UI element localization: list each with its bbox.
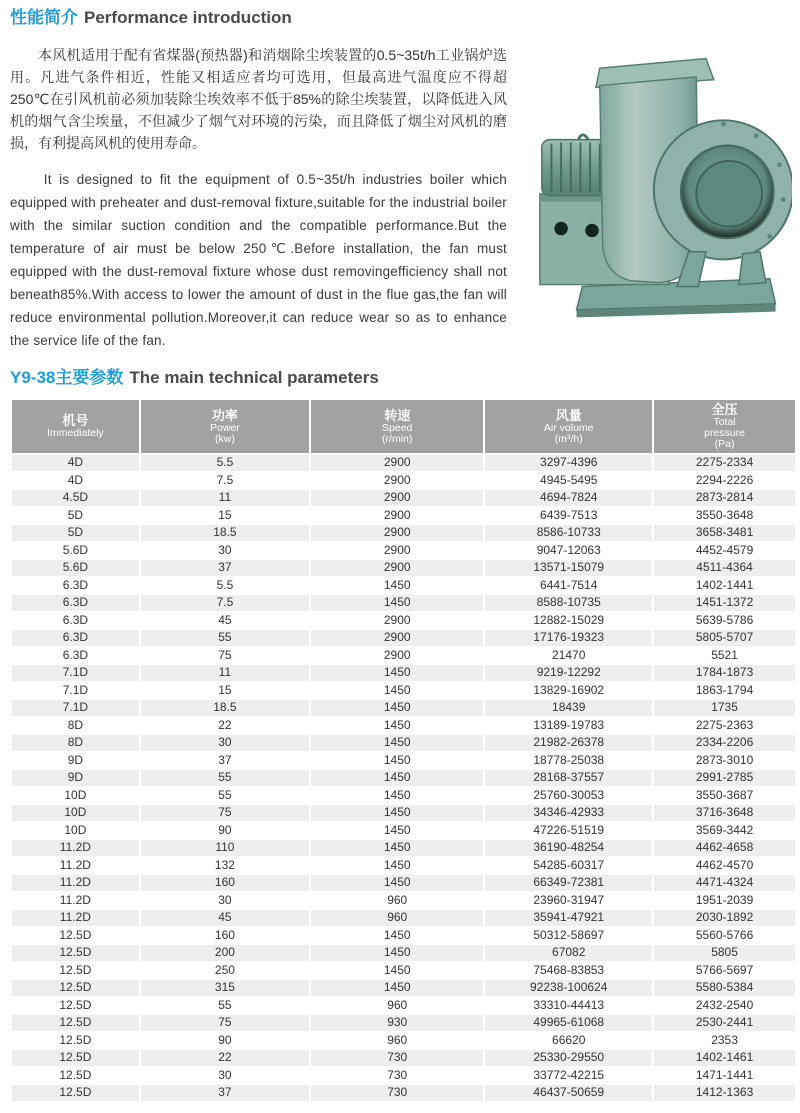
- table-cell: 5805-5707: [653, 629, 796, 647]
- table-cell: 4511-4364: [653, 559, 796, 577]
- table-cell: 30: [140, 542, 310, 560]
- table-row: [11, 524, 796, 542]
- column-header-cn: 转速: [384, 407, 411, 423]
- table-cell: 21470: [484, 647, 653, 665]
- table-cell: 13829-16902: [484, 682, 653, 700]
- table-cell: 4D: [11, 472, 140, 490]
- table-cell: 55: [140, 787, 310, 805]
- table-cell: 66349-72381: [484, 874, 653, 892]
- table-cell: 1450: [310, 804, 484, 822]
- column-header-2: [310, 399, 484, 454]
- table-cell: 75: [140, 804, 310, 822]
- pedestal-hole: [554, 222, 568, 236]
- table-cell: 4462-4658: [653, 839, 796, 857]
- table-cell: 2900: [310, 454, 484, 472]
- table-cell: 3550-3687: [653, 787, 796, 805]
- table-cell: 1450: [310, 752, 484, 770]
- column-header-en-line: Total: [713, 416, 736, 428]
- table-row: [11, 699, 796, 717]
- table-row: [11, 1067, 796, 1085]
- column-header-en-line: Immediately: [47, 427, 104, 439]
- table-cell: 15: [140, 507, 310, 525]
- table-cell: 960: [310, 1032, 484, 1050]
- table-row: [11, 507, 796, 525]
- column-header-0: [11, 399, 140, 454]
- table-cell: 37: [140, 1084, 310, 1102]
- table-cell: 90: [140, 822, 310, 840]
- inlet-opening: [696, 161, 762, 227]
- table-cell: 66620: [484, 1032, 653, 1050]
- table-cell: 1450: [310, 734, 484, 752]
- table-cell: 13571-15079: [484, 559, 653, 577]
- table-row: [11, 629, 796, 647]
- table-row: [11, 787, 796, 805]
- table-cell: 10D: [11, 822, 140, 840]
- table-row: [11, 489, 796, 507]
- table-cell: 4452-4579: [653, 542, 796, 560]
- table-cell: 12.5D: [11, 1014, 140, 1032]
- table-cell: 6439-7513: [484, 507, 653, 525]
- column-header-en-line: Air volume: [543, 421, 594, 434]
- table-cell: 9047-12063: [484, 542, 653, 560]
- table-cell: 6.3D: [11, 612, 140, 630]
- table-row: [11, 717, 796, 735]
- column-header-3: [484, 399, 653, 454]
- table-row: [11, 647, 796, 665]
- table-cell: 35941-47921: [484, 909, 653, 927]
- table-cell: 45: [140, 612, 310, 630]
- table-cell: 730: [310, 1084, 484, 1102]
- table-cell: 1863-1794: [653, 682, 796, 700]
- table-cell: 12.5D: [11, 1032, 140, 1050]
- column-header-en-line: Power: [210, 421, 240, 434]
- table-cell: 7.1D: [11, 699, 140, 717]
- table-cell: 1450: [310, 979, 484, 997]
- table-row: [11, 612, 796, 630]
- parameters-title-cn: Y9-38主要参数: [10, 368, 124, 387]
- table-cell: 1450: [310, 839, 484, 857]
- table-row: [11, 1014, 796, 1032]
- table-cell: 12.5D: [11, 944, 140, 962]
- table-cell: 75: [140, 1014, 310, 1032]
- table-cell: 22: [140, 717, 310, 735]
- table-cell: 7.5: [140, 594, 310, 612]
- performance-title-cn: 性能简介: [10, 8, 78, 27]
- column-header-en-line: pressure: [704, 427, 745, 439]
- table-cell: 1450: [310, 822, 484, 840]
- table-cell: 7.1D: [11, 664, 140, 682]
- table-cell: 18778-25038: [484, 752, 653, 770]
- performance-section-heading: [10, 8, 790, 28]
- table-cell: 2900: [310, 559, 484, 577]
- table-cell: 2275-2334: [653, 454, 796, 472]
- table-cell: 37: [140, 559, 310, 577]
- table-cell: 2900: [310, 612, 484, 630]
- table-cell: 33772-42215: [484, 1067, 653, 1085]
- column-header-4: [653, 399, 796, 454]
- table-cell: 18.5: [140, 699, 310, 717]
- table-cell: 250: [140, 962, 310, 980]
- table-row: [11, 769, 796, 787]
- table-cell: 33310-44413: [484, 997, 653, 1015]
- table-cell: 92238-100624: [484, 979, 653, 997]
- table-cell: 2873-2814: [653, 489, 796, 507]
- table-cell: 1784-1873: [653, 664, 796, 682]
- table-cell: 2900: [310, 489, 484, 507]
- table-cell: 4D: [11, 454, 140, 472]
- table-row: [11, 472, 796, 490]
- table-cell: 9D: [11, 769, 140, 787]
- table-cell: 5766-5697: [653, 962, 796, 980]
- table-cell: 3716-3648: [653, 804, 796, 822]
- column-header-1: [140, 399, 310, 454]
- column-header-cn: 功率: [211, 407, 238, 423]
- intro-media-column: [507, 38, 792, 328]
- table-cell: 3658-3481: [653, 524, 796, 542]
- table-cell: 960: [310, 997, 484, 1015]
- column-header-cn: 风量: [555, 407, 582, 423]
- table-cell: 23960-31947: [484, 892, 653, 910]
- table-cell: 5580-5384: [653, 979, 796, 997]
- table-cell: 960: [310, 909, 484, 927]
- table-cell: 5D: [11, 507, 140, 525]
- table-row: [11, 822, 796, 840]
- table-cell: 11.2D: [11, 892, 140, 910]
- table-cell: 5D: [11, 524, 140, 542]
- table-cell: 315: [140, 979, 310, 997]
- table-cell: 8D: [11, 734, 140, 752]
- table-cell: 1402-1441: [653, 577, 796, 595]
- pedestal-hole: [585, 224, 599, 238]
- table-cell: 12.5D: [11, 1084, 140, 1102]
- table-cell: 2294-2226: [653, 472, 796, 490]
- table-row: [11, 892, 796, 910]
- table-cell: 12.5D: [11, 962, 140, 980]
- table-cell: 1450: [310, 577, 484, 595]
- table-cell: 1951-2039: [653, 892, 796, 910]
- table-row: [11, 979, 796, 997]
- motor-lifting-eye: [578, 135, 588, 140]
- table-cell: 8586-10733: [484, 524, 653, 542]
- table-cell: 21982-26378: [484, 734, 653, 752]
- table-cell: 22: [140, 1049, 310, 1067]
- table-cell: 15: [140, 682, 310, 700]
- table-cell: 25330-29550: [484, 1049, 653, 1067]
- table-cell: 2432-2540: [653, 997, 796, 1015]
- table-cell: 5521: [653, 647, 796, 665]
- table-row: [11, 1032, 796, 1050]
- table-row: [11, 927, 796, 945]
- table-cell: 2334-2206: [653, 734, 796, 752]
- table-cell: 2900: [310, 542, 484, 560]
- table-cell: 5639-5786: [653, 612, 796, 630]
- table-cell: 30: [140, 734, 310, 752]
- table-cell: 2900: [310, 472, 484, 490]
- table-row: [11, 997, 796, 1015]
- table-row: [11, 454, 796, 472]
- column-header-en-line: (Pa): [714, 438, 735, 450]
- table-cell: 12882-15029: [484, 612, 653, 630]
- table-cell: 1450: [310, 769, 484, 787]
- parameters-title-en: The main technical parameters: [129, 368, 379, 387]
- table-cell: 1402-1461: [653, 1049, 796, 1067]
- table-cell: 17176-19323: [484, 629, 653, 647]
- table-row: [11, 682, 796, 700]
- table-cell: 6441-7514: [484, 577, 653, 595]
- table-cell: 49965-61068: [484, 1014, 653, 1032]
- table-cell: 4694-7824: [484, 489, 653, 507]
- table-row: [11, 577, 796, 595]
- performance-title-en: Performance introduction: [84, 8, 292, 27]
- table-cell: 1450: [310, 717, 484, 735]
- table-cell: 50312-58697: [484, 927, 653, 945]
- table-row: [11, 804, 796, 822]
- table-cell: 75: [140, 647, 310, 665]
- table-cell: 3550-3648: [653, 507, 796, 525]
- table-cell: 12.5D: [11, 1049, 140, 1067]
- table-cell: 1471-1441: [653, 1067, 796, 1085]
- table-cell: 2030-1892: [653, 909, 796, 927]
- table-cell: 1450: [310, 857, 484, 875]
- table-cell: 11: [140, 489, 310, 507]
- table-cell: 8588-10735: [484, 594, 653, 612]
- table-cell: 54285-60317: [484, 857, 653, 875]
- table-row: [11, 1049, 796, 1067]
- table-cell: 7.1D: [11, 682, 140, 700]
- table-cell: 1450: [310, 682, 484, 700]
- table-cell: 2900: [310, 524, 484, 542]
- table-cell: 55: [140, 769, 310, 787]
- table-cell: 200: [140, 944, 310, 962]
- table-cell: 13189-19783: [484, 717, 653, 735]
- table-cell: 46437-50659: [484, 1084, 653, 1102]
- table-cell: 47226-51519: [484, 822, 653, 840]
- table-cell: 18.5: [140, 524, 310, 542]
- table-cell: 11: [140, 664, 310, 682]
- table-cell: 1450: [310, 664, 484, 682]
- table-cell: 9D: [11, 752, 140, 770]
- table-cell: 55: [140, 629, 310, 647]
- table-cell: 2275-2363: [653, 717, 796, 735]
- table-row: [11, 962, 796, 980]
- table-cell: 25760-30053: [484, 787, 653, 805]
- table-cell: 11.2D: [11, 909, 140, 927]
- table-cell: 4471-4324: [653, 874, 796, 892]
- table-cell: 1735: [653, 699, 796, 717]
- table-cell: 12.5D: [11, 979, 140, 997]
- table-cell: 6.3D: [11, 647, 140, 665]
- table-body: [11, 454, 796, 1102]
- table-cell: 4.5D: [11, 489, 140, 507]
- table-cell: 2900: [310, 507, 484, 525]
- intro-paragraph-en: It is designed to fit the equipment of 0.5~35t/h industries boiler which equipped with preheater and dust-removal fixture,suitable for the industrial boiler with the similar suction condition and the compatible performance.But the temperature of air must be below 250℃.Before installation, the fan must equipped with the dust-removal fixture whose dust removingefficiency shall not beneath85%.With access to lower the amount of dust in the flue gas,the fan will reduce environmental pollution.Moreover,it can reduce wear so as to enhance the service life of the fan.: [10, 172, 507, 348]
- column-header-en-line: Speed: [382, 421, 413, 434]
- table-cell: 1450: [310, 787, 484, 805]
- table-cell: 1450: [310, 927, 484, 945]
- table-header: [11, 399, 796, 454]
- table-cell: 1450: [310, 699, 484, 717]
- table-cell: 37: [140, 752, 310, 770]
- table-cell: 5805: [653, 944, 796, 962]
- parameters-section-heading: [10, 368, 790, 388]
- table-cell: 5560-5766: [653, 927, 796, 945]
- table-cell: 1450: [310, 594, 484, 612]
- table-row: [11, 664, 796, 682]
- table-cell: 10D: [11, 787, 140, 805]
- table-cell: 730: [310, 1067, 484, 1085]
- table-cell: 110: [140, 839, 310, 857]
- table-cell: 4462-4570: [653, 857, 796, 875]
- table-row: [11, 857, 796, 875]
- table-cell: 160: [140, 874, 310, 892]
- table-cell: 730: [310, 1049, 484, 1067]
- intro-block: [10, 38, 790, 352]
- table-row: [11, 839, 796, 857]
- table-cell: 75468-83853: [484, 962, 653, 980]
- table-cell: 160: [140, 927, 310, 945]
- table-cell: 6.3D: [11, 577, 140, 595]
- table-cell: 4945-5495: [484, 472, 653, 490]
- table-cell: 11.2D: [11, 839, 140, 857]
- table-cell: 30: [140, 892, 310, 910]
- table-cell: 7.5: [140, 472, 310, 490]
- table-cell: 2900: [310, 629, 484, 647]
- table-cell: 2900: [310, 647, 484, 665]
- table-cell: 11.2D: [11, 874, 140, 892]
- table-row: [11, 874, 796, 892]
- table-cell: 18439: [484, 699, 653, 717]
- column-header-cn: 全压: [711, 402, 738, 417]
- table-cell: 3297-4396: [484, 454, 653, 472]
- centrifugal-fan-image: [507, 46, 792, 328]
- table-cell: 11.2D: [11, 857, 140, 875]
- table-cell: 45: [140, 909, 310, 927]
- table-cell: 34346-42933: [484, 804, 653, 822]
- table-header-row: [11, 399, 796, 454]
- table-cell: 2873-3010: [653, 752, 796, 770]
- technical-parameters-table: [10, 398, 797, 1103]
- table-cell: 30: [140, 1067, 310, 1085]
- table-cell: 6.3D: [11, 629, 140, 647]
- table-cell: 10D: [11, 804, 140, 822]
- table-cell: 90: [140, 1032, 310, 1050]
- table-row: [11, 542, 796, 560]
- table-cell: 1451-1372: [653, 594, 796, 612]
- table-cell: 2530-2441: [653, 1014, 796, 1032]
- table-cell: 2991-2785: [653, 769, 796, 787]
- column-header-en-line: (m³/h): [554, 432, 583, 445]
- table-cell: 5.5: [140, 454, 310, 472]
- table-cell: 12.5D: [11, 997, 140, 1015]
- table-row: [11, 1084, 796, 1102]
- table-cell: 2353: [653, 1032, 796, 1050]
- table-cell: 1450: [310, 962, 484, 980]
- table-row: [11, 752, 796, 770]
- table-cell: 1412-1363: [653, 1084, 796, 1102]
- table-cell: 5.5: [140, 577, 310, 595]
- table-cell: 8D: [11, 717, 140, 735]
- support-leg: [739, 252, 766, 285]
- table-cell: 1450: [310, 874, 484, 892]
- table-cell: 960: [310, 892, 484, 910]
- table-cell: 132: [140, 857, 310, 875]
- table-cell: 6.3D: [11, 594, 140, 612]
- column-header-en-line: (kw): [214, 432, 235, 445]
- table-cell: 55: [140, 997, 310, 1015]
- table-row: [11, 944, 796, 962]
- table-row: [11, 594, 796, 612]
- table-cell: 28168-37557: [484, 769, 653, 787]
- table-cell: 67082: [484, 944, 653, 962]
- table-cell: 1450: [310, 944, 484, 962]
- intro-text-column: [10, 38, 507, 352]
- table-cell: 5.6D: [11, 542, 140, 560]
- table-cell: 3569-3442: [653, 822, 796, 840]
- column-header-cn: 机号: [62, 413, 89, 428]
- table-row: [11, 559, 796, 577]
- table-cell: 36190-48254: [484, 839, 653, 857]
- table-cell: 12.5D: [11, 1067, 140, 1085]
- table-cell: 5.6D: [11, 559, 140, 577]
- table-row: [11, 909, 796, 927]
- table-cell: 930: [310, 1014, 484, 1032]
- table-row: [11, 734, 796, 752]
- column-header-en-line: (r/min): [382, 432, 413, 445]
- table-cell: 9219-12292: [484, 664, 653, 682]
- table-cell: 12.5D: [11, 927, 140, 945]
- intro-paragraph-cn: 本风机适用于配有省煤器(预热器)和消烟除尘埃装置的0.5~35t/h工业锅炉选用。凡进气条件相近，性能又相适应者均可选用，但最高进气温度应不得超250℃在引风机前必须加装除尘埃效率不低于85%的除尘埃装置，以降低进入风机的烟气含尘埃量，不但减少了烟气对环境的污染，而且降低了烟尘对风机的磨损，有利提高风机的使用寿命。: [10, 47, 507, 151]
